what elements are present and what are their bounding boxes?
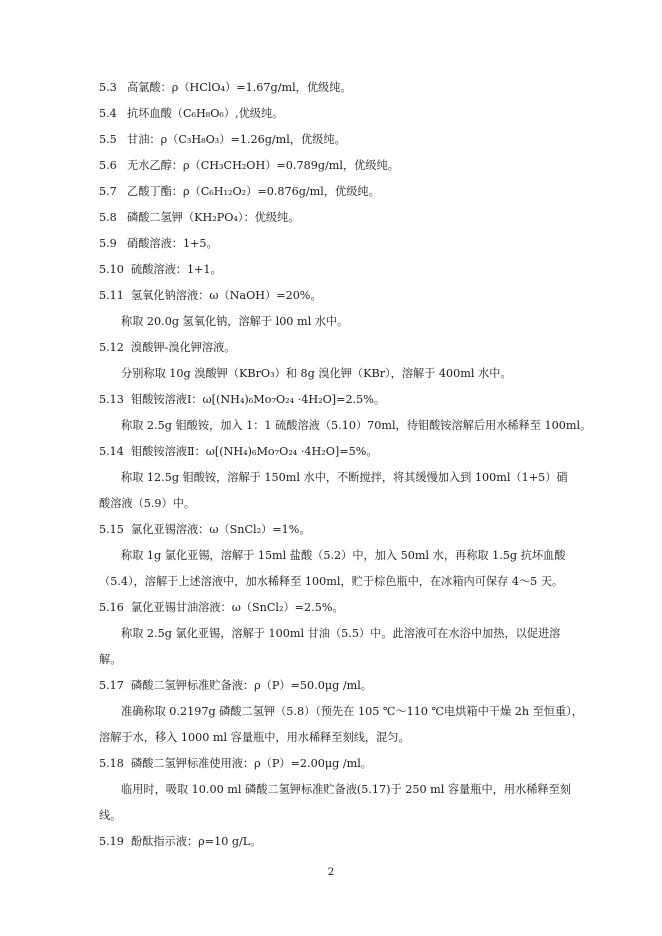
list-item-description (99, 731, 410, 745)
list-item-description (121, 419, 591, 433)
list-item (99, 263, 222, 277)
item-text: 硝酸溶液：1+5。 (127, 237, 218, 250)
list-item (99, 601, 344, 615)
item-text: 磷酸二氢钾（KH₂PO₄）：优级纯。 (127, 211, 300, 224)
item-number: 5.10 (99, 263, 124, 276)
list-item (99, 237, 218, 251)
item-number: 5.3 (99, 81, 117, 94)
item-text: 称取 20.0g 氢氧化钠，溶解于 l00 ml 水中。 (121, 315, 349, 328)
list-item-description (121, 367, 512, 381)
item-text: 溶解于水，移入 1000 ml 容量瓶中，用水稀释至刻线，混匀。 (99, 731, 410, 744)
item-text: 高氯酸：ρ（HClO₄）=1.67g/ml，优级纯。 (127, 81, 352, 94)
item-number: 5.4 (99, 107, 117, 120)
item-text: （5.4），溶解于上述溶液中，加水稀释至 100ml，贮于棕色瓶中，在冰箱内可保存 4～5 天。 (99, 575, 564, 588)
item-text: 酚酞指示液：ρ=10 g/L。 (131, 835, 262, 848)
item-text: 酸溶液（5.9）中。 (99, 497, 196, 510)
item-text: 溴酸钾-溴化钾溶液。 (131, 341, 236, 354)
list-item (99, 211, 299, 225)
item-number: 5.6 (99, 159, 117, 172)
item-number: 5.11 (99, 289, 124, 302)
list-item-description (121, 705, 583, 719)
item-text: 钼酸铵溶液Ⅱ：ω[(NH₄)₆Mo₇O₂₄ ·4H₂O]=5%。 (131, 445, 378, 458)
list-item (99, 159, 399, 173)
list-item (99, 289, 322, 303)
item-text: 抗坏血酸（C₆H₈O₆）,优级纯。 (127, 107, 284, 120)
item-text: 无水乙醇：ρ（CH₃CH₂OH）=0.789g/ml，优级纯。 (127, 159, 399, 172)
list-item-description (121, 627, 560, 641)
item-number: 5.8 (99, 211, 117, 224)
list-item-description (99, 809, 121, 823)
item-text: 甘油：ρ（C₃H₈O₃）=1.26g/ml，优级纯。 (127, 133, 346, 146)
list-item-description (121, 783, 571, 797)
item-text: 称取 12.5g 钼酸铵，溶解于 150ml 水中，不断搅拌，将其缓慢加入到 100ml（1+5）硝 (121, 471, 568, 484)
list-item-description (99, 575, 563, 589)
list-item-description (99, 497, 195, 511)
item-text: 称取 2.5g 氯化亚锡，溶解于 100ml 甘油（5.5）中。此溶液可在水浴中加热，以促进溶 (121, 627, 561, 640)
page-number: 2 (327, 866, 335, 878)
item-number: 5.19 (99, 835, 124, 848)
item-text: 磷酸二氢钾标准使用液：ρ（P）=2.00μg /ml。 (131, 757, 372, 770)
item-number: 5.18 (99, 757, 124, 770)
list-item (99, 757, 372, 771)
item-number: 5.14 (99, 445, 124, 458)
list-item-description (121, 549, 565, 563)
list-item (99, 393, 385, 407)
list-item-description (121, 315, 348, 329)
item-text: 分别称取 10g 溴酸钾（KBrO₃）和 8g 溴化钾（KBr），溶解于 400ml 水中。 (121, 367, 512, 380)
item-text: 磷酸二氢钾标准贮备液：ρ（P）=50.0μg /ml。 (131, 679, 372, 692)
list-item (99, 133, 346, 147)
item-number: 5.13 (99, 393, 124, 406)
item-text: 氢氧化钠溶液：ω（NaOH）=20%。 (131, 289, 322, 302)
list-item (99, 107, 283, 121)
item-number: 5.12 (99, 341, 124, 354)
item-text: 解。 (99, 653, 122, 666)
item-text: 线。 (99, 809, 122, 822)
item-number: 5.16 (99, 601, 124, 614)
item-number: 5.15 (99, 523, 124, 536)
list-item (99, 679, 372, 693)
list-item (99, 523, 311, 537)
list-item (99, 81, 352, 95)
item-number: 5.9 (99, 237, 117, 250)
list-item (99, 341, 235, 355)
item-text: 称取 2.5g 钼酸铵，加入 1：1 硫酸溶液（5.10）70ml，待钼酸铵溶解后用水稀释至 100ml。 (121, 419, 592, 432)
list-item-description (121, 471, 568, 485)
list-item-description (99, 653, 121, 667)
item-text: 乙酸丁酯：ρ（C₆H₁₂O₂）=0.876g/ml，优级纯。 (127, 185, 380, 198)
item-text: 氯化亚锡溶液：ω（SnCl₂）=1%。 (131, 523, 311, 536)
item-text: 称取 1g 氯化亚锡，溶解于 15ml 盐酸（5.2）中，加入 50ml 水，再称取 1.5g 抗坏血酸 (121, 549, 566, 562)
item-text: 钼酸铵溶液Ⅰ：ω[(NH₄)₆Mo₇O₂₄ ·4H₂O]=2.5%。 (131, 393, 386, 406)
item-number: 5.5 (99, 133, 117, 146)
list-item (99, 835, 261, 849)
item-number: 5.17 (99, 679, 124, 692)
item-text: 准确称取 0.2197g 磷酸二氢钾（5.8）（预先在 105 ℃～110 ℃电烘箱中干燥 2h 至恒重）， (121, 705, 583, 718)
item-text: 临用时，吸取 10.00 ml 磷酸二氢钾标准贮备液(5.17)于 250 ml 容量瓶中，用水稀释至刻 (121, 783, 571, 796)
list-item (99, 185, 380, 199)
item-number: 5.7 (99, 185, 117, 198)
list-item (99, 445, 378, 459)
item-text: 氯化亚锡甘油溶液：ω（SnCl₂）=2.5%。 (131, 601, 344, 614)
item-text: 硫酸溶液：1+1。 (131, 263, 222, 276)
